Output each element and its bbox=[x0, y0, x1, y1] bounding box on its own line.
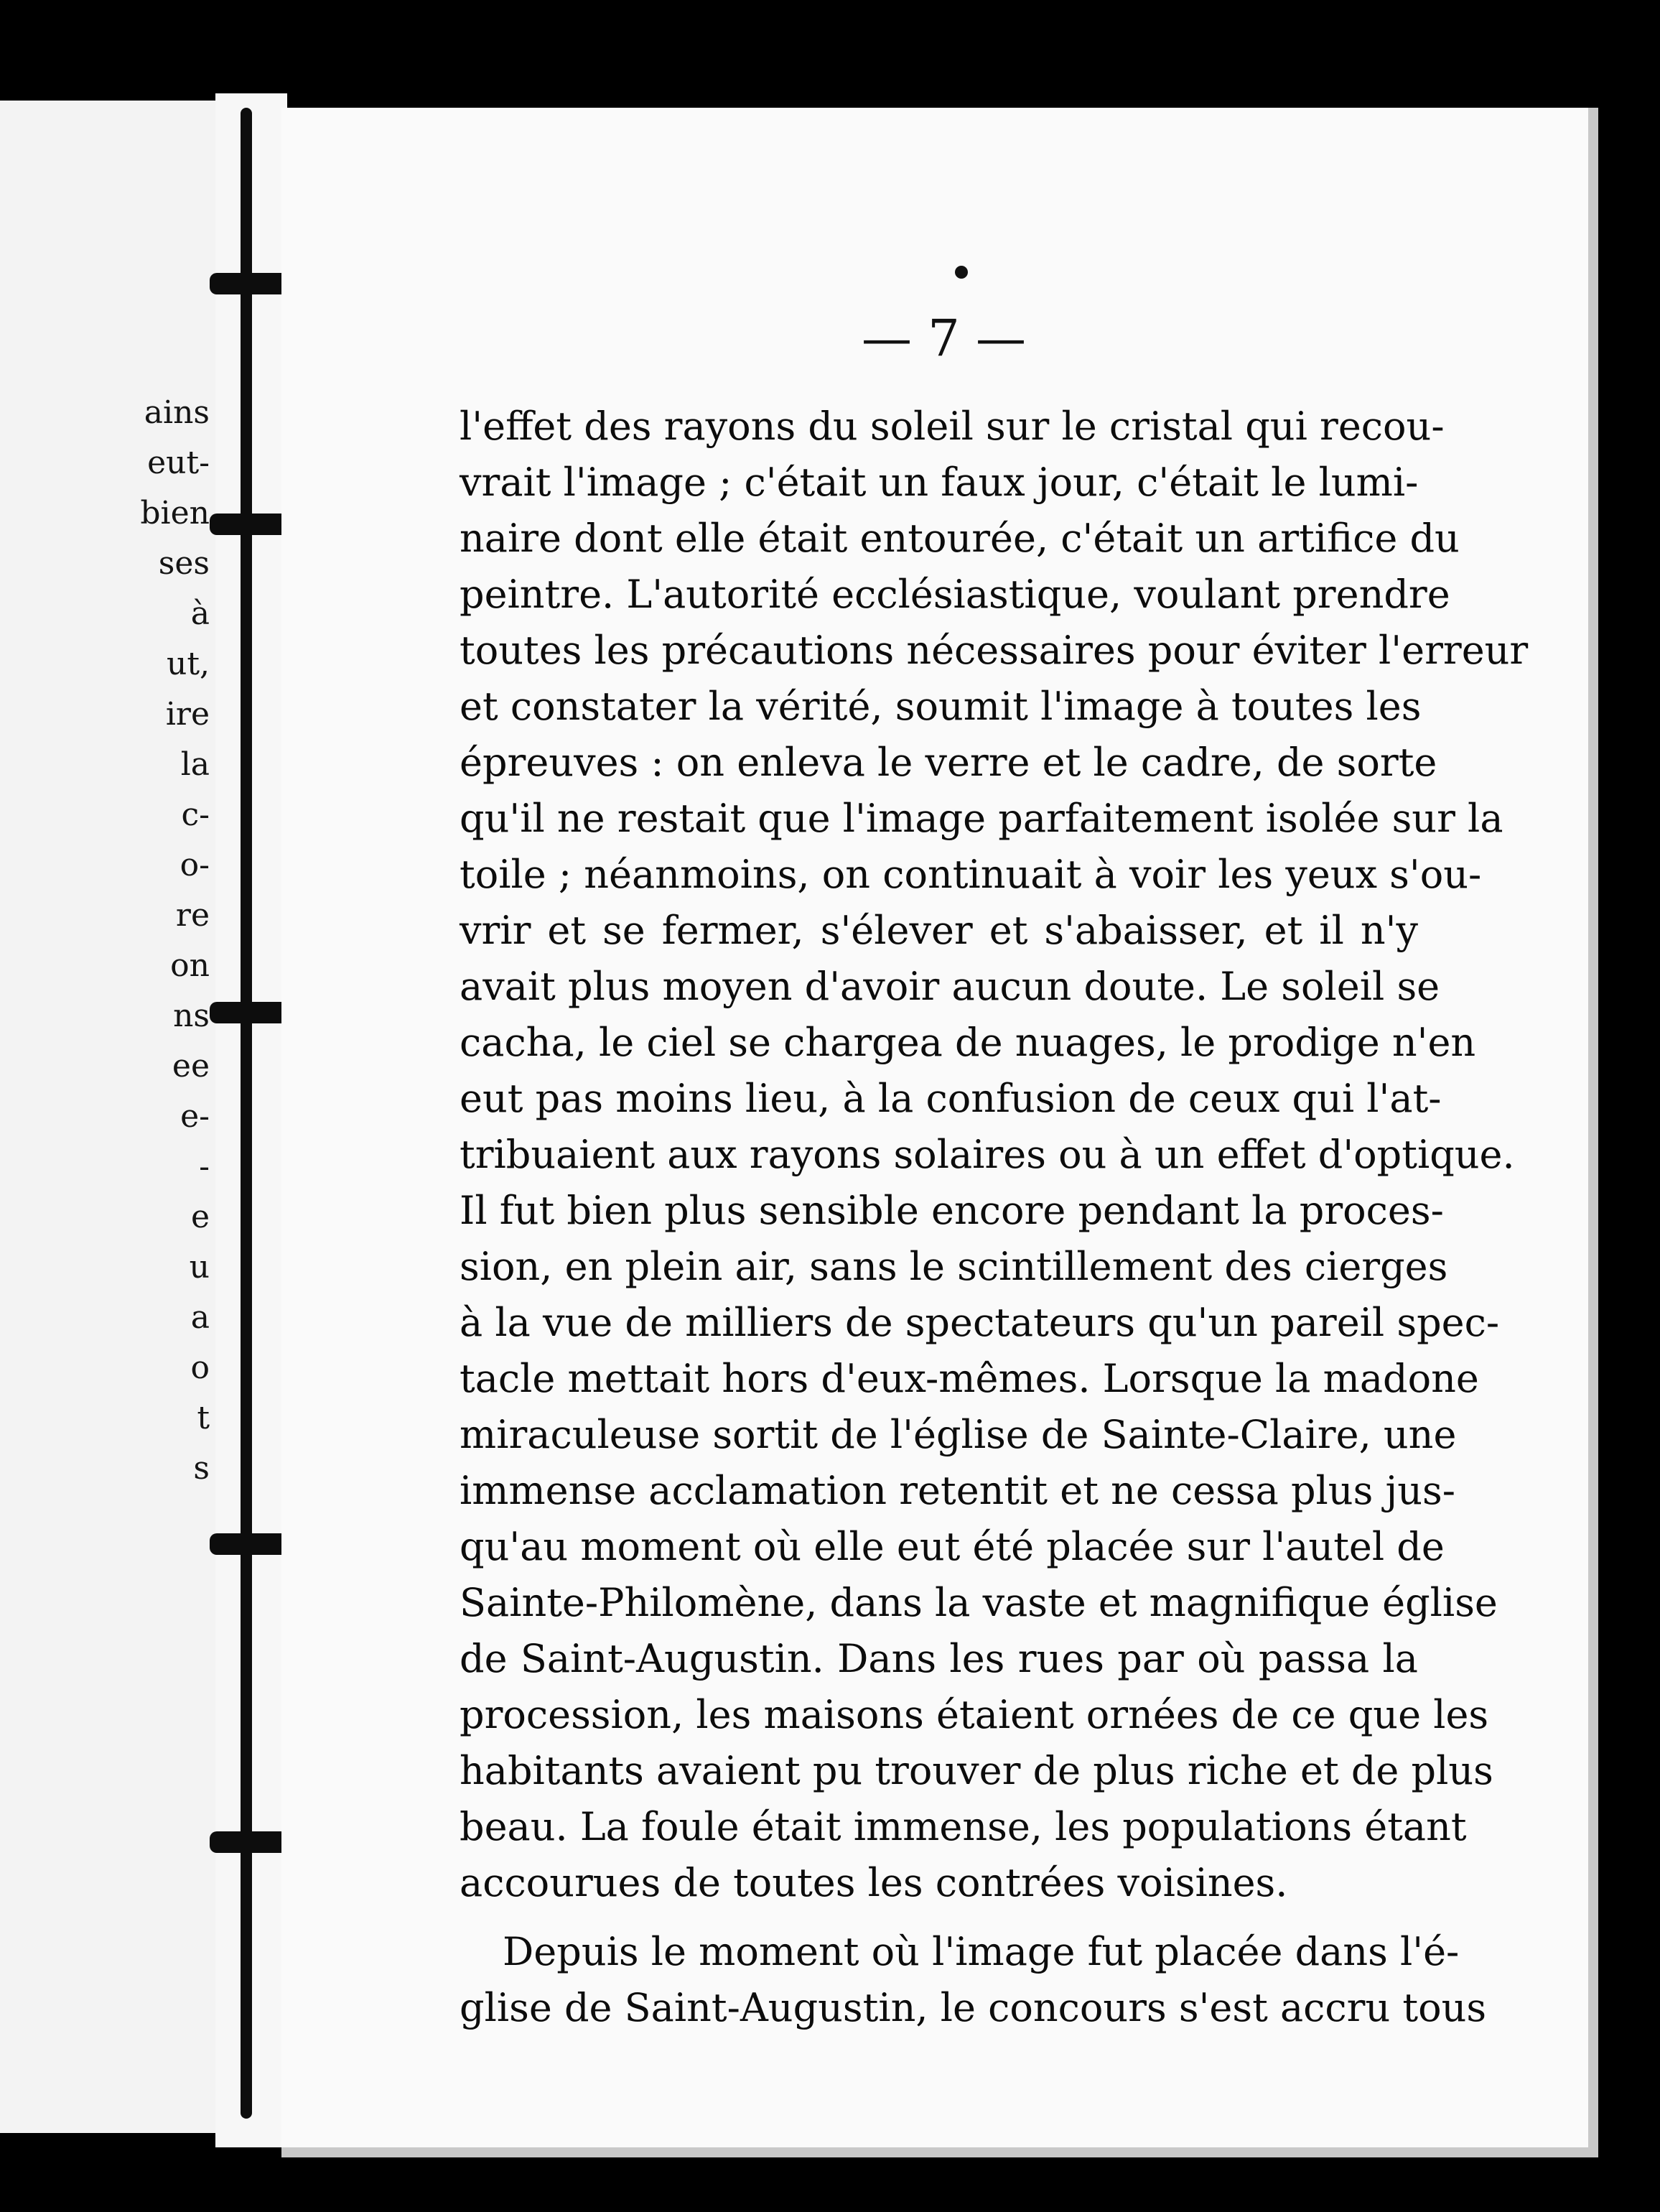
paragraph-2 bbox=[460, 1924, 1487, 2036]
text-line: peintre. L'autorité ecclésiastique, voulant prendre bbox=[460, 572, 1450, 617]
text-line: vrir et se fermer, s'élever et s'abaisser, et il n'y bbox=[460, 908, 1418, 953]
left-page-fragment: on bbox=[170, 947, 210, 984]
left-page-fragment: o- bbox=[179, 847, 210, 883]
text-line: tacle mettait hors d'eux-mêmes. Lorsque la madone bbox=[460, 1356, 1479, 1401]
left-page-fragment: ee bbox=[172, 1048, 210, 1084]
text-line: Sainte-Philomène, dans la vaste et magnifique église bbox=[460, 1580, 1498, 1625]
text-line: l'effet des rayons du soleil sur le cristal qui recou- bbox=[460, 404, 1445, 449]
left-page-fragment: à bbox=[190, 595, 210, 632]
text-line: accourues de toutes les contrées voisines. bbox=[460, 1860, 1288, 1905]
left-page-fragment: e- bbox=[180, 1098, 210, 1135]
left-page-fragment: re bbox=[175, 897, 210, 934]
text-line: glise de Saint-Augustin, le concours s'est accru tous bbox=[460, 1985, 1487, 2030]
left-page-fragment: ut, bbox=[166, 646, 210, 682]
left-page-fragment: e bbox=[190, 1199, 210, 1235]
left-page-fragment: o bbox=[190, 1349, 210, 1386]
left-page bbox=[0, 101, 218, 2133]
text-line: toile ; néanmoins, on continuait à voir les yeux s'ou- bbox=[460, 852, 1482, 897]
left-page-text-fragments bbox=[140, 388, 210, 1494]
text-line: miraculeuse sortit de l'église de Sainte-Claire, une bbox=[460, 1412, 1457, 1457]
text-line: toutes les précautions nécessaires pour éviter l'erreur bbox=[460, 628, 1529, 673]
text-line: vrait l'image ; c'était un faux jour, c'était le lumi- bbox=[460, 460, 1419, 505]
text-line: de Saint-Augustin. Dans les rues par où passa la bbox=[460, 1636, 1418, 1681]
text-line: tribuaient aux rayons solaires ou à un effet d'optique. bbox=[460, 1132, 1515, 1177]
text-line: beau. La foule était immense, les populations étant bbox=[460, 1804, 1467, 1849]
page-number: — 7 — bbox=[862, 309, 1027, 368]
left-page-fragment: - bbox=[199, 1148, 210, 1185]
text-line: eut pas moins lieu, à la confusion de ceux qui l'at- bbox=[460, 1076, 1442, 1121]
left-page-fragment: ses bbox=[158, 545, 210, 582]
text-line: et constater la vérité, soumit l'image à toutes les bbox=[460, 684, 1422, 729]
left-page-fragment: la bbox=[180, 746, 210, 783]
left-page-fragment: s bbox=[193, 1450, 210, 1487]
text-line: immense acclamation retentit et ne cessa plus jus- bbox=[460, 1468, 1455, 1513]
text-line: épreuves : on enleva le verre et le cadre, de sorte bbox=[460, 740, 1437, 785]
text-line: Il fut bien plus sensible encore pendant la proces- bbox=[460, 1188, 1444, 1233]
left-page-fragment: eut- bbox=[147, 445, 210, 481]
left-page-fragment: a bbox=[190, 1299, 210, 1336]
left-page-fragment: c- bbox=[181, 796, 210, 833]
ink-speck bbox=[955, 266, 968, 279]
left-page-fragment: ns bbox=[173, 998, 210, 1034]
text-line: avait plus moyen d'avoir aucun doute. Le soleil se bbox=[460, 964, 1440, 1009]
text-line: sion, en plein air, sans le scintillement des cierges bbox=[460, 1244, 1448, 1289]
text-line: habitants avaient pu trouver de plus riche et de plus bbox=[460, 1748, 1493, 1793]
text-line: qu'il ne restait que l'image parfaitement isolée sur la bbox=[460, 796, 1503, 841]
left-page-fragment: ire bbox=[165, 696, 210, 733]
text-line: Depuis le moment où l'image fut placée dans l'é- bbox=[503, 1929, 1460, 1974]
text-line: qu'au moment où elle eut été placée sur l'autel de bbox=[460, 1524, 1445, 1569]
text-line: à la vue de milliers de spectateurs qu'un pareil spec- bbox=[460, 1300, 1500, 1345]
paragraph-1 bbox=[460, 399, 1529, 1911]
left-page-fragment: bien bbox=[140, 495, 210, 531]
left-page-fragment: t bbox=[197, 1400, 210, 1436]
text-line: naire dont elle était entourée, c'était un artifice du bbox=[460, 516, 1460, 561]
text-line: procession, les maisons étaient ornées de ce que les bbox=[460, 1692, 1489, 1737]
binding-thread bbox=[241, 108, 252, 2119]
left-page-fragment: ains bbox=[144, 394, 210, 431]
text-line: cacha, le ciel se chargea de nuages, le prodige n'en bbox=[460, 1020, 1476, 1065]
left-page-fragment: u bbox=[189, 1249, 210, 1286]
page-body-text bbox=[460, 399, 1529, 2036]
